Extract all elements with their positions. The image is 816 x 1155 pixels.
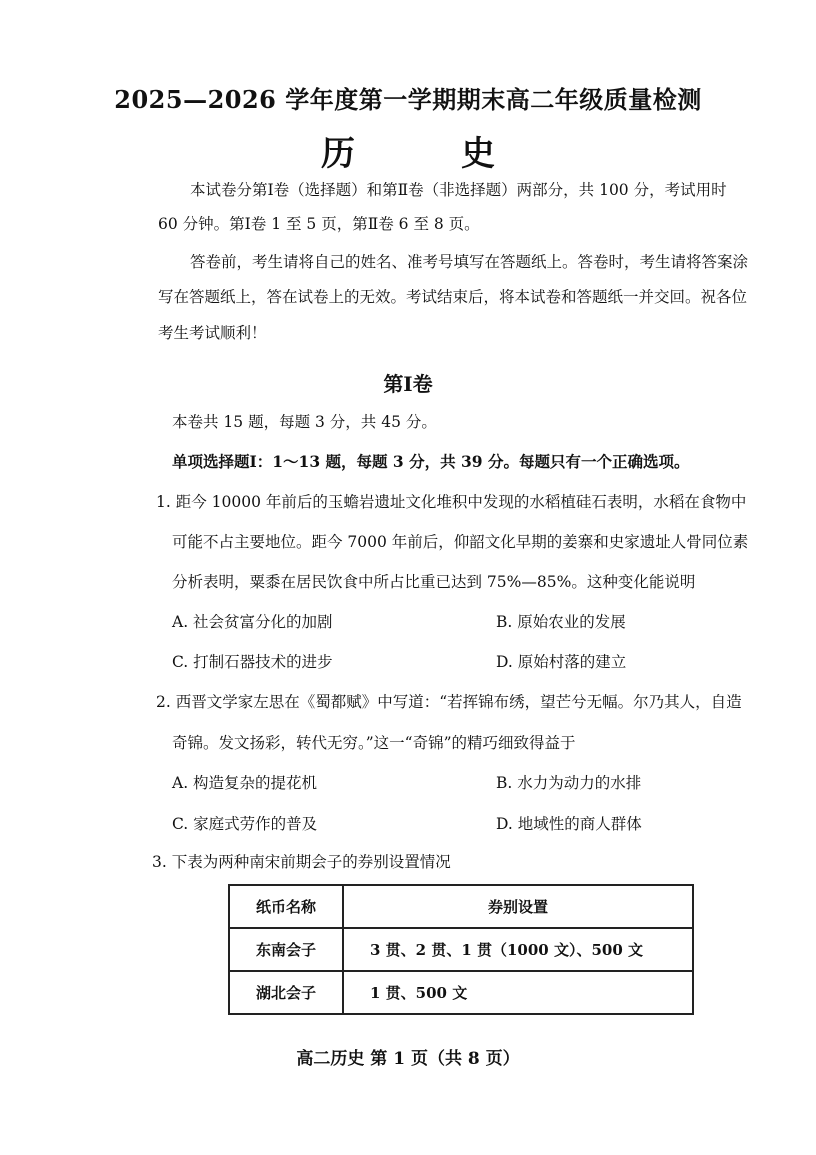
question-1-line-3: 分析表明，粟黍在居民饮食中所占比重已达到 75%—85%。这种变化能说明 bbox=[172, 573, 696, 591]
table-cell-denomination: 3 贯、2 贯、1 贯（1000 文）、500 文 bbox=[343, 928, 693, 971]
question-1-option-c[interactable]: C. 打制石器技术的进步 bbox=[172, 653, 333, 671]
table-row bbox=[229, 971, 693, 1014]
question-1-option-d[interactable]: D. 原始村落的建立 bbox=[496, 653, 627, 671]
question-1-line-1: 1. 距今 10000 年前后的玉蟾岩遗址文化堆积中发现的水稻植硅石表明，水稻在食物中 bbox=[156, 493, 747, 511]
question-2-option-b[interactable]: B. 水力为动力的水排 bbox=[496, 774, 642, 792]
table-header-name: 纸币名称 bbox=[229, 885, 343, 928]
banknote-denomination-table bbox=[228, 884, 694, 1015]
instruction-line-4: 写在答题纸上，答在试卷上的无效。考试结束后，将本试卷和答题纸一并交回。祝各位 bbox=[158, 288, 748, 306]
exam-title: 2025—2026 学年度第一学期期末高二年级质量检测 bbox=[114, 85, 702, 114]
instruction-line-3: 答卷前，考生请将自己的姓名、准考号填写在答题纸上。答卷时，考生请将答案涂 bbox=[190, 253, 749, 271]
page-footer: 高二历史 第 1 页（共 8 页） bbox=[296, 1049, 520, 1069]
table-row bbox=[229, 928, 693, 971]
question-3-line-1: 3. 下表为两种南宋前期会子的券别设置情况 bbox=[152, 853, 451, 871]
question-2-option-a[interactable]: A. 构造复杂的提花机 bbox=[172, 774, 318, 792]
table-cell-name: 东南会子 bbox=[229, 928, 343, 971]
question-2-line-2: 奇锦。发文扬彩，转代无穷。”这一“奇锦”的精巧细致得益于 bbox=[172, 734, 576, 752]
question-1-option-b[interactable]: B. 原始农业的发展 bbox=[496, 613, 626, 631]
subject-title: 历 史 bbox=[321, 134, 531, 174]
table-cell-denomination: 1 贯、500 文 bbox=[343, 971, 693, 1014]
question-2-option-d[interactable]: D. 地域性的商人群体 bbox=[496, 815, 642, 833]
instruction-line-2: 60 分钟。第Ⅰ卷 1 至 5 页，第Ⅱ卷 6 至 8 页。 bbox=[158, 215, 480, 233]
question-1-line-2: 可能不占主要地位。距今 7000 年前后，仰韶文化早期的姜寨和史家遗址人骨同位素 bbox=[172, 533, 749, 551]
instruction-line-5: 考生考试顺利！ bbox=[158, 324, 267, 342]
table-header-row bbox=[229, 885, 693, 928]
question-1-option-a[interactable]: A. 社会贫富分化的加剧 bbox=[172, 613, 333, 631]
section-info: 本卷共 15 题，每题 3 分，共 45 分。 bbox=[172, 413, 437, 431]
question-2-option-c[interactable]: C. 家庭式劳作的普及 bbox=[172, 815, 318, 833]
table-cell-name: 湖北会子 bbox=[229, 971, 343, 1014]
instruction-line-1: 本试卷分第Ⅰ卷（选择题）和第Ⅱ卷（非选择题）两部分，共 100 分，考试用时 bbox=[190, 181, 727, 199]
table-header-denomination: 券别设置 bbox=[343, 885, 693, 928]
question-type: 单项选择题Ⅰ：1～13 题，每题 3 分，共 39 分。每题只有一个正确选项。 bbox=[172, 452, 690, 471]
question-2-line-1: 2. 西晋文学家左思在《蜀都赋》中写道：“若挥锦布绣，望芒兮无幅。尔乃其人，自造 bbox=[156, 693, 742, 711]
section-title: 第Ⅰ卷 bbox=[383, 372, 433, 396]
